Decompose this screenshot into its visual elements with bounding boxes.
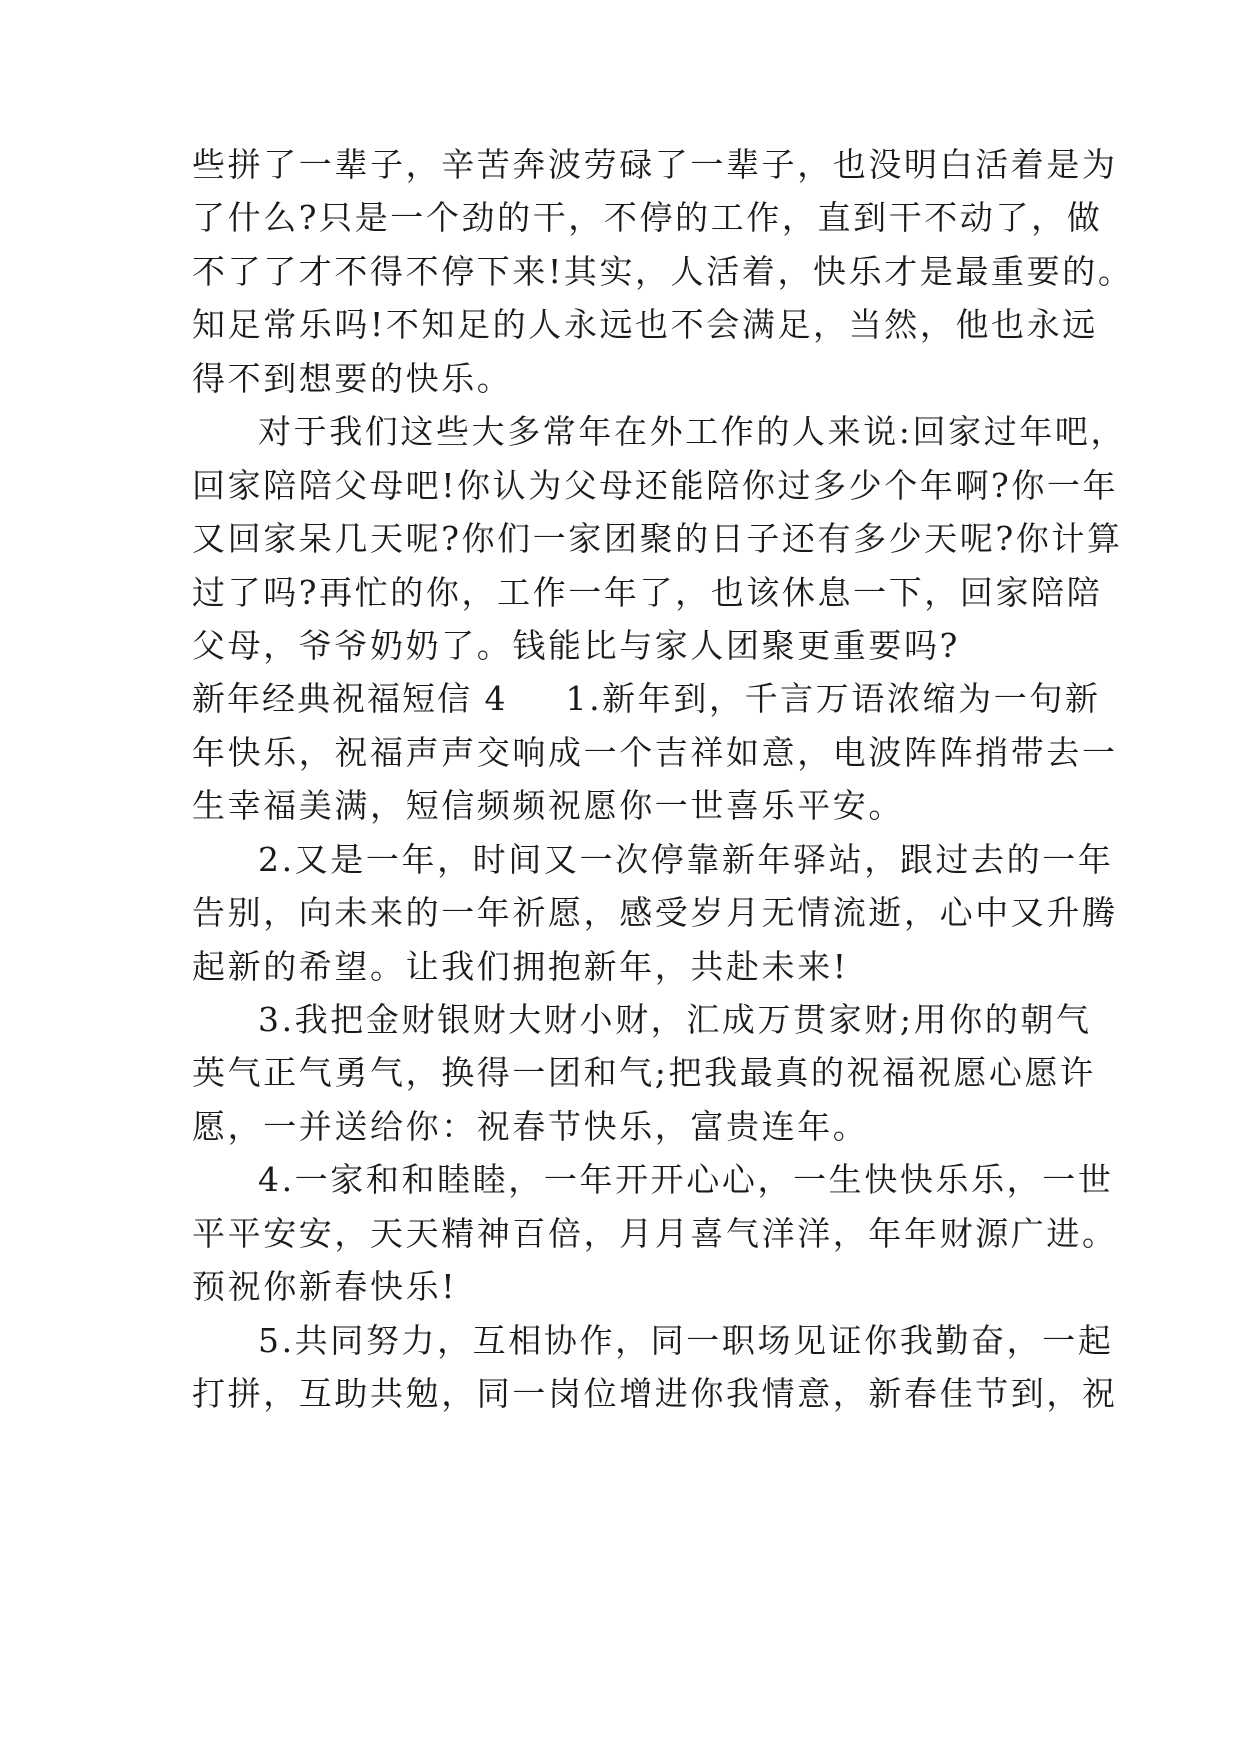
section-heading-line [192,679,1101,719]
text-line: 知足常乐吗!不知足的人永远也不会满足，当然，他也永远 [192,305,1098,344]
text-line: 预祝你新春快乐! [192,1267,458,1306]
text-line: 得不到想要的快乐。 [192,359,513,398]
text-line: 了什么?只是一个劲的干，不停的工作，直到干不动了，做 [192,198,1103,237]
section-title: 新年经典祝福短信 4 [192,679,508,718]
list-item-text: 1.新年到，千言万语浓缩为一句新 [565,679,1101,718]
text-line: 生幸福美满，短信频频祝愿你一世喜乐平安。 [192,786,904,825]
text-line: 3.我把金财银财大财小财，汇成万贯家财;用你的朝气 [258,1000,1092,1039]
text-line: 对于我们这些大多常年在外工作的人来说:回家过年吧， [258,412,1127,451]
text-line: 不了了才不得不停下来!其实，人活着，快乐才是最重要的。 [192,252,1134,291]
text-line: 起新的希望。让我们拥抱新年，共赴未来! [192,947,849,986]
text-line: 回家陪陪父母吧!你认为父母还能陪你过多少个年啊?你一年 [192,466,1119,505]
text-line: 2.又是一年，时间又一次停靠新年驿站，跟过去的一年 [258,840,1114,879]
text-line: 5.共同努力，互相协作，同一职场见证你我勤奋，一起 [258,1321,1114,1360]
text-line: 年快乐，祝福声声交响成一个吉祥如意，电波阵阵捎带去一 [192,733,1118,772]
text-line: 又回家呆几天呢?你们一家团聚的日子还有多少天呢?你计算 [192,519,1123,558]
text-line: 平平安安，天天精神百倍，月月喜气洋洋，年年财源广进。 [192,1214,1118,1253]
text-line: 告别，向未来的一年祈愿，感受岁月无情流逝，心中又升腾 [192,893,1118,932]
text-line: 英气正气勇气，换得一团和气;把我最真的祝福祝愿心愿许 [192,1053,1096,1092]
text-line: 愿，一并送给你：祝春节快乐，富贵连年。 [192,1107,869,1146]
text-line: 4.一家和和睦睦，一年开开心心，一生快快乐乐，一世 [258,1160,1114,1199]
text-line: 打拼，互助共勉，同一岗位增进你我情意，新春佳节到，祝 [192,1374,1118,1413]
text-line: 父母，爷爷奶奶了。钱能比与家人团聚更重要吗? [192,626,960,665]
text-line: 些拼了一辈子，辛苦奔波劳碌了一辈子，也没明白活着是为 [192,145,1118,184]
text-line: 过了吗?再忙的你，工作一年了，也该休息一下，回家陪陪 [192,573,1103,612]
